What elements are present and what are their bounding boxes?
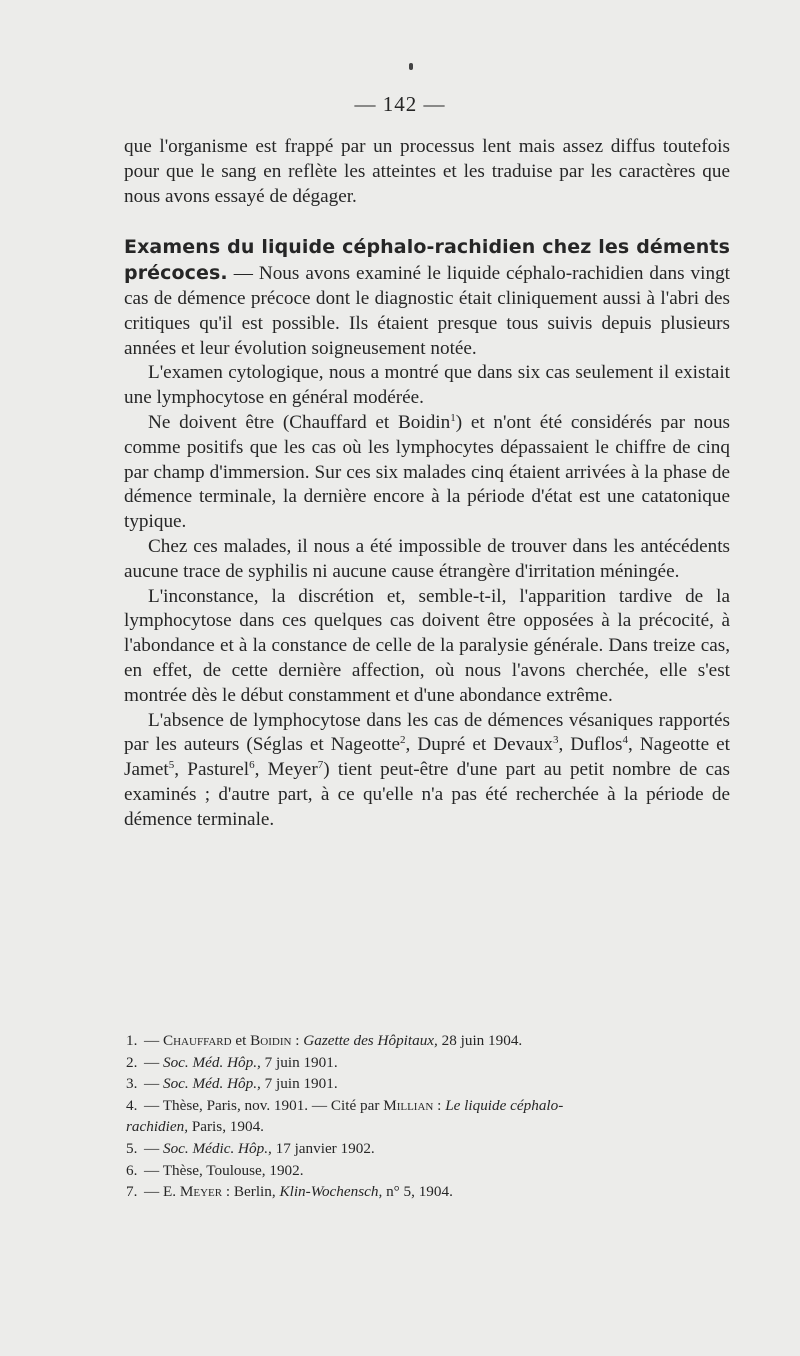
footnote-5: 5. — Soc. Médic. Hôp., 17 janvier 1902. [126, 1139, 375, 1157]
footnote-ref[interactable]: 1 [450, 411, 456, 424]
footnote-3: 3. — Soc. Méd. Hôp., 7 juin 1901. [126, 1075, 338, 1093]
footnote-ref[interactable]: 6 [249, 759, 255, 772]
footnote-ref[interactable]: 3 [552, 734, 559, 747]
footnote-ref[interactable]: 4 [622, 734, 629, 747]
paragraph-inconstancy: L'inconstance, la discrétion et, semble-t-il, l'apparition tardive de la lymphocytose dans ces quelques cas doivent être opposées à la précocité, à l'abondance et à la constance de celle de la paralysie générale. Dans treize cas, en effet, de cette dernière affection, où nous l'avons cherchée, elle s'est montrée dès le début constamment et d'une abondance extrême. [124, 585, 730, 706]
footnote-2: 2. — Soc. Méd. Hôp., 7 juin 1901. [126, 1053, 338, 1071]
footnote-ref[interactable]: 2 [400, 734, 406, 747]
footnotes [126, 1030, 730, 1203]
paragraph-absence: L'absence de lymphocytose dans les cas de démences vésaniques rapportés par les auteurs (Séglas et Nageotte$^2$, Dupré et Devaux$^3$, Duflos$^4$, Nageotte et Jamet$^5$, Pasturel$^6$, Meyer$^7$) tient peut-être d'une part au petit nombre de cas examinés ; d'autre part, à ce qu'elle n'a pas été recherchée à la période de démence terminale. [124, 709, 731, 830]
section-heading: Examens du liquide céphalo-rachidien chez les déments précoces. [124, 236, 730, 285]
footnote-1: 1. — Chauffard et Boidin : Gazette des Hôpitaux, 28 juin 1904. [126, 1032, 523, 1049]
paragraph-positive-cases: Ne doivent être (Chauffard et Boidin$^1$) et n'ont été considérés par nous comme positifs que les cas où les lymphocytes dépassaient le chiffre de cinq par champ d'immersion. Sur ces six malades cinq étaient arrivées à la phase de démence terminale, la dernière encore à la période d'état est une catatonique typique. [124, 411, 731, 533]
page-number: — 142 — [354, 92, 446, 116]
ink-speck [409, 63, 413, 70]
paragraph-intro: que l'organisme est frappé par un processus lent mais assez diffus toutefois pour que le sang en reflète les atteintes et les traduise par les caractères que nous avons essayé de dégager. [124, 136, 730, 207]
footnote-7: 7. — E. Meyer : Berlin, Klin-Wochensch, n° 5, 1904. [126, 1183, 453, 1201]
body-text [124, 135, 730, 833]
heading-paragraph-text: — Nous avons examiné le liquide céphalo-rachidien dans vingt cas de démence précoce dont le diagnostic était cliniquement aussi à l'abri des critiques qu'il est possible. Ils étaient presque tous suivis depuis plusieurs années et leur évolution soigneusement notée. [124, 263, 730, 359]
paragraph-antecedents: Chez ces malades, il nous a été impossible de trouver dans les antécédents aucune trace de syphilis ni aucune cause étrangère d'irritation méningée. [124, 535, 730, 582]
footnote-4: 4. — Thèse, Paris, nov. 1901. — Cité par Millian : Le liquide céphalo- rachidien, Paris, 1904. [126, 1096, 564, 1136]
paragraph-cytology: L'examen cytologique, nous a montré que dans six cas seulement il existait une lymphocytose en général modérée. [124, 362, 730, 409]
footnote-6: 6. — Thèse, Toulouse, 1902. [126, 1161, 304, 1179]
footnote-ref[interactable]: 7 [317, 759, 324, 772]
footnote-ref[interactable]: 5 [168, 759, 175, 772]
paragraph-heading [124, 235, 730, 361]
